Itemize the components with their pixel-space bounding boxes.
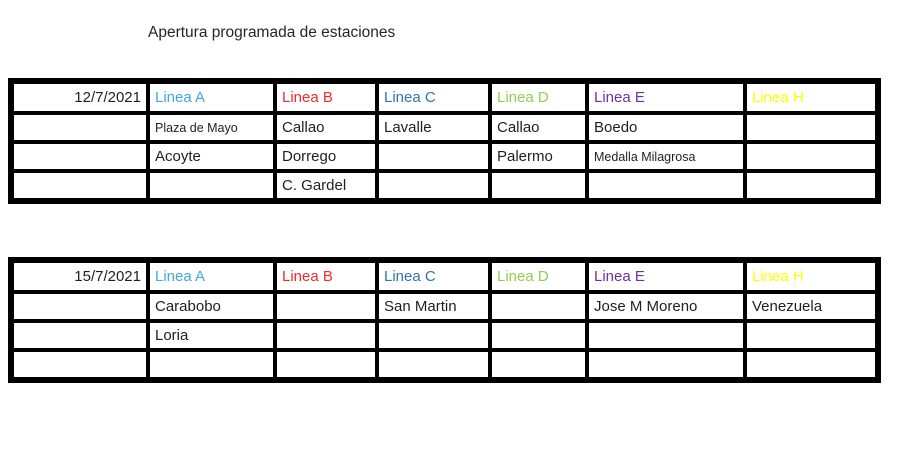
- date-column-empty-cell: [11, 350, 148, 380]
- station-cell: [377, 350, 490, 380]
- station-cell: [148, 171, 275, 201]
- station-cell: [490, 321, 587, 350]
- station-cell: Dorrego: [275, 142, 377, 171]
- date-column-empty-cell: [11, 142, 148, 171]
- line-header-cell-linea-e: Linea E: [587, 260, 745, 292]
- station-cell: Loria: [148, 321, 275, 350]
- station-cell: Palermo: [490, 142, 587, 171]
- station-cell: [745, 321, 878, 350]
- station-cell: [490, 171, 587, 201]
- table-row: [11, 171, 878, 201]
- schedule-table-15-7-2021: [8, 257, 881, 383]
- station-cell: Jose M Moreno: [587, 292, 745, 321]
- line-header-cell-linea-h: Linea H: [745, 260, 878, 292]
- station-cell: [148, 350, 275, 380]
- table-row: [11, 321, 878, 350]
- station-cell: [490, 350, 587, 380]
- station-cell: [377, 142, 490, 171]
- station-cell: [275, 350, 377, 380]
- station-cell: Plaza de Mayo: [148, 113, 275, 142]
- table-row: [11, 292, 878, 321]
- station-cell: [745, 113, 878, 142]
- station-cell: [587, 321, 745, 350]
- date-column-empty-cell: [11, 292, 148, 321]
- station-cell: San Martin: [377, 292, 490, 321]
- schedule-table-12-7-2021: [8, 78, 881, 204]
- station-cell: [275, 321, 377, 350]
- station-cell: Carabobo: [148, 292, 275, 321]
- line-header-cell-linea-d: Linea D: [490, 81, 587, 113]
- station-cell: C. Gardel: [275, 171, 377, 201]
- station-cell: Venezuela: [745, 292, 878, 321]
- station-cell: Callao: [275, 113, 377, 142]
- station-cell: [745, 142, 878, 171]
- line-header-cell-linea-b: Linea B: [275, 260, 377, 292]
- table-header-row: [11, 260, 878, 292]
- station-cell: Lavalle: [377, 113, 490, 142]
- station-cell: Acoyte: [148, 142, 275, 171]
- station-cell: [745, 350, 878, 380]
- date-cell: 15/7/2021: [11, 260, 148, 292]
- station-cell: Boedo: [587, 113, 745, 142]
- station-cell: Callao: [490, 113, 587, 142]
- station-cell: [587, 350, 745, 380]
- date-column-empty-cell: [11, 321, 148, 350]
- table-row: [11, 142, 878, 171]
- line-header-cell-linea-b: Linea B: [275, 81, 377, 113]
- station-cell: [377, 321, 490, 350]
- line-header-cell-linea-a: Linea A: [148, 260, 275, 292]
- station-cell: [587, 171, 745, 201]
- station-cell: [490, 292, 587, 321]
- line-header-cell-linea-h: Linea H: [745, 81, 878, 113]
- station-cell: Medalla Milagrosa: [587, 142, 745, 171]
- line-header-cell-linea-c: Linea C: [377, 81, 490, 113]
- date-column-empty-cell: [11, 113, 148, 142]
- station-cell: [275, 292, 377, 321]
- station-cell: [377, 171, 490, 201]
- table-row: [11, 113, 878, 142]
- table-header-row: [11, 81, 878, 113]
- page-title: Apertura programada de estaciones: [148, 24, 396, 41]
- station-cell: [745, 171, 878, 201]
- line-header-cell-linea-d: Linea D: [490, 260, 587, 292]
- line-header-cell-linea-a: Linea A: [148, 81, 275, 113]
- line-header-cell-linea-e: Linea E: [587, 81, 745, 113]
- date-cell: 12/7/2021: [11, 81, 148, 113]
- date-column-empty-cell: [11, 171, 148, 201]
- table-row: [11, 350, 878, 380]
- line-header-cell-linea-c: Linea C: [377, 260, 490, 292]
